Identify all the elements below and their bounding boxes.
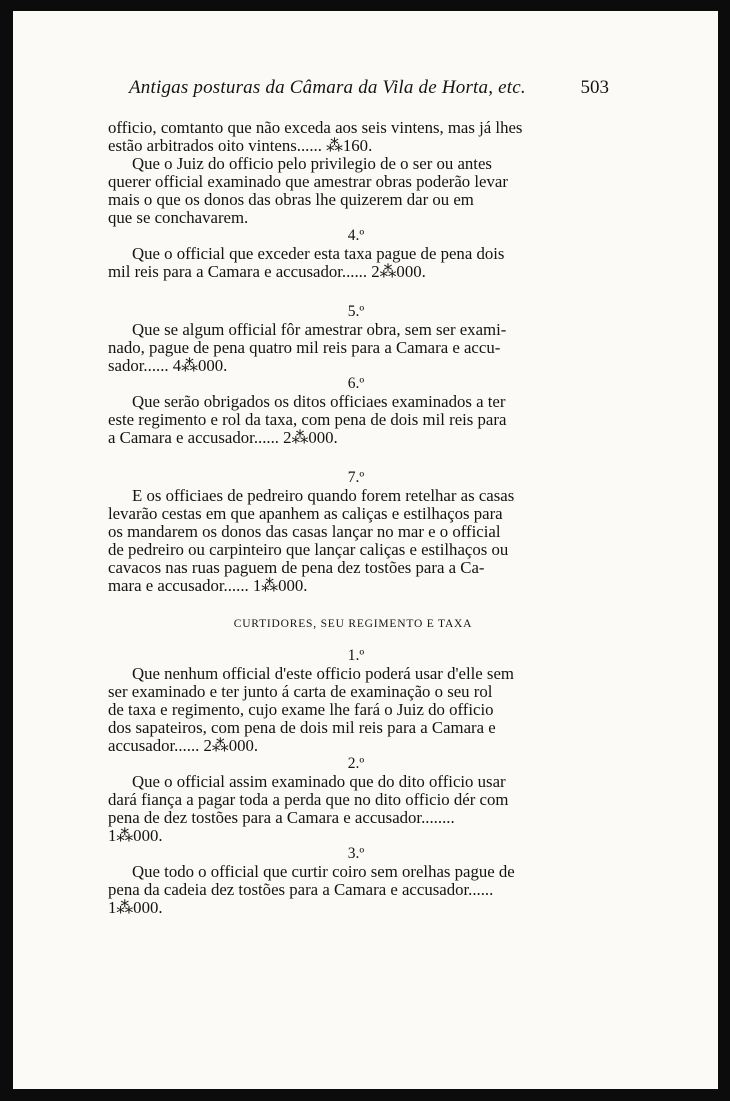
text-line: dos sapateiros, com pena de dois mil reis para a Camara e [108, 718, 496, 737]
article-paragraph [108, 773, 598, 845]
paragraph-juiz [108, 155, 598, 227]
article-paragraph [108, 393, 598, 447]
page-header [129, 77, 609, 107]
text-line: Que todo o official que curtir coiro sem orelhas pague de [132, 862, 515, 881]
article-paragraph [108, 863, 598, 917]
text-line: mais o que os donos das obras lhe quizerem dar ou em [108, 190, 474, 209]
article-paragraph [108, 321, 598, 375]
text-line: de taxa e regimento, cujo exame lhe fará o Juiz do officio [108, 700, 494, 719]
text-line: sador...... 4⁂000. [108, 356, 228, 375]
text-line: estão arbitrados oito vintens...... ⁂160. [108, 136, 373, 155]
text-line: pena da cadeia dez tostões para a Camara e accusador...... [108, 880, 494, 899]
article-paragraph [108, 665, 598, 755]
text-line: mil reis para a Camara e accusador...... 2⁂000. [108, 262, 426, 281]
text-line: a Camara e accusador...... 2⁂000. [108, 428, 338, 447]
text-line: mara e accusador...... 1⁂000. [108, 576, 308, 595]
text-line: Que o official que exceder esta taxa pague de pena dois [132, 244, 505, 263]
continuation-paragraph [108, 119, 598, 155]
running-title: Antigas posturas da Câmara da Vila de Horta, etc. [129, 77, 526, 98]
text-line: Que o Juiz do officio pelo privilegio de o ser ou antes [132, 154, 492, 173]
text-line: E os officiaes de pedreiro quando forem retelhar as casas [132, 486, 515, 505]
text-line: 1⁂000. [108, 898, 163, 917]
text-line: os mandarem os donos das casas lançar no mar e o official [108, 522, 501, 541]
book-page [13, 11, 718, 1089]
page-body [108, 119, 598, 917]
article-number: 4.º [347, 227, 365, 244]
article-paragraph [108, 245, 598, 281]
article-number: 1.º [347, 647, 365, 664]
section-heading: CURTIDORES, SEU REGIMENTO E TAXA [233, 618, 473, 630]
text-line: Que nenhum official d'este officio poderá usar d'elle sem [132, 664, 514, 683]
text-line: ser examinado e ter junto á carta de examinação o seu rol [108, 682, 493, 701]
text-line: dará fiança a pagar toda a perda que no dito officio dér com [108, 790, 509, 809]
text-line: Que serão obrigados os ditos officiaes examinados a ter [132, 392, 506, 411]
text-line: querer official examinado que amestrar obras poderão levar [108, 172, 508, 191]
text-line: pena de dez tostões para a Camara e accusador........ [108, 808, 455, 827]
text-line: nado, pague de pena quatro mil reis para a Camara e accu- [108, 338, 501, 357]
article-number: 2.º [347, 755, 365, 772]
text-line: 1⁂000. [108, 826, 163, 845]
article-number: 3.º [347, 845, 365, 862]
article-number: 5.º [347, 303, 365, 320]
article-paragraph [108, 487, 598, 595]
text-line: levarão cestas em que apanhem as caliças e estilhaços para [108, 504, 503, 523]
text-line: este regimento e rol da taxa, com pena de dois mil reis para [108, 410, 507, 429]
article-number: 6.º [347, 375, 365, 392]
text-line: de pedreiro ou carpinteiro que lançar caliças e estilhaços ou [108, 540, 509, 559]
text-line: officio, comtanto que não exceda aos seis vintens, mas já lhes [108, 118, 523, 137]
article-number: 7.º [347, 469, 365, 486]
text-line: que se conchavarem. [108, 208, 249, 227]
page-number: 503 [580, 77, 609, 98]
text-line: Que o official assim examinado que do dito officio usar [132, 772, 506, 791]
text-line: accusador...... 2⁂000. [108, 736, 259, 755]
text-line: cavacos nas ruas paguem de pena dez tostões para a Ca- [108, 558, 485, 577]
text-line: Que se algum official fôr amestrar obra, sem ser exami- [132, 320, 507, 339]
